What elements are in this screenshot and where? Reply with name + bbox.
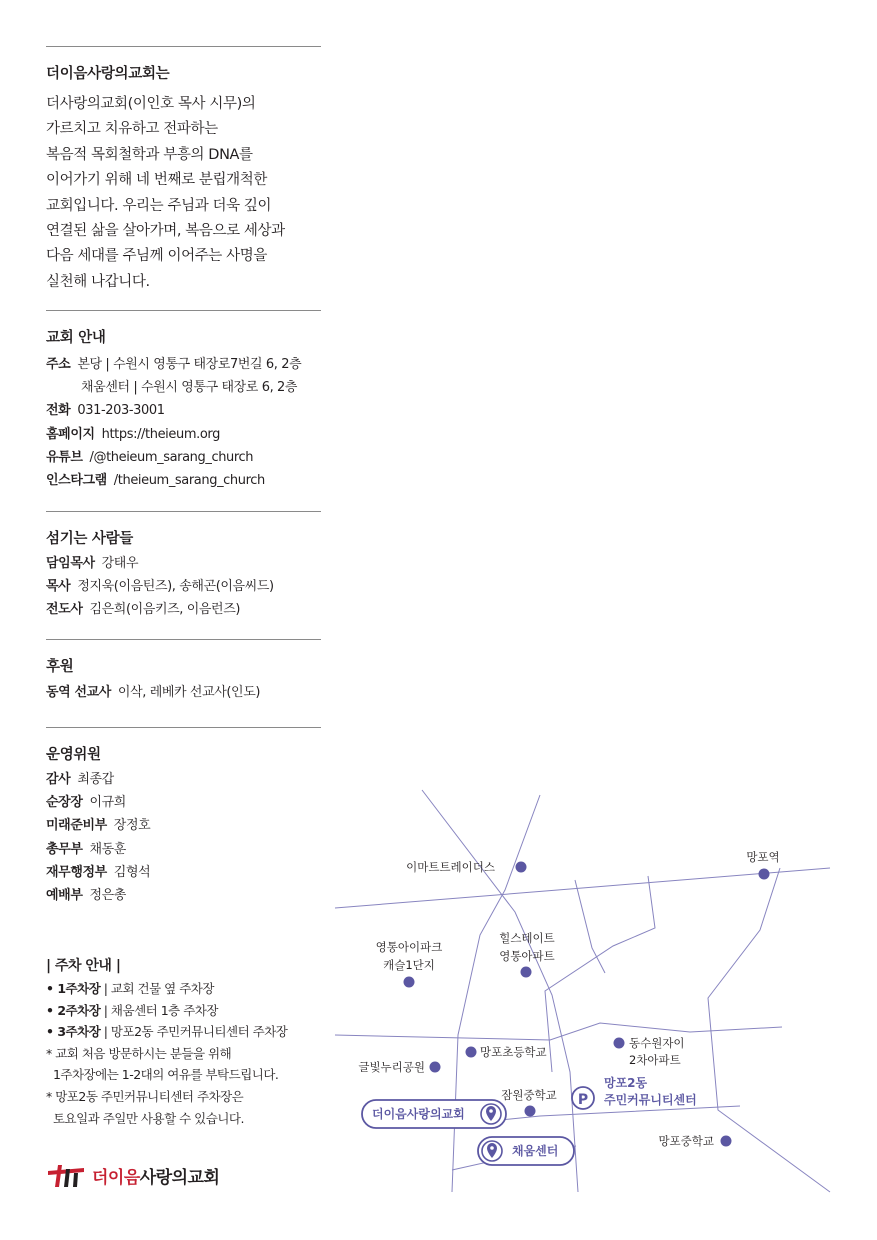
staff-row — [46, 552, 274, 575]
committee-row — [46, 884, 150, 907]
landmark-dongsuwon — [614, 1036, 685, 1067]
staff-names: 강태우 — [101, 556, 139, 571]
staff-row — [46, 575, 274, 598]
landmark-label: 이마트트레이더스 — [406, 860, 495, 874]
staff-role: 전도사 — [46, 602, 83, 618]
landmark-label: 영통아이파크 — [375, 940, 443, 954]
about-title: 더이음사랑의교회는 — [46, 66, 170, 82]
parking-note: * 교회 처음 방문하시는 분들을 위해 — [46, 1045, 232, 1061]
committee-row — [46, 791, 150, 814]
parking-title: | 주차 안내 | — [46, 958, 121, 974]
support-role: 동역 선교사 — [46, 685, 111, 700]
parking-symbol: P — [577, 1092, 589, 1108]
address-row-2 — [46, 376, 301, 399]
location-pin-icon — [482, 1141, 502, 1161]
staff-title: 섬기는 사람들 — [46, 531, 133, 547]
committee-role: 감사 — [46, 772, 71, 787]
committee-title: 운영위원 — [46, 747, 101, 763]
landmark-dot — [516, 862, 527, 873]
about-line: 이어가기 위해 네 번째로 분립개척한 — [46, 172, 267, 189]
landmark-dot — [759, 869, 770, 880]
address-key: 주소 — [46, 357, 71, 372]
committee-name: 채동훈 — [89, 841, 126, 857]
parking-desc: | 교회 건물 옆 주차장 — [103, 981, 214, 996]
about-line: 교회입니다. 우리는 주님과 더욱 깊이 — [46, 197, 272, 214]
landmark-label: 2차아파트 — [629, 1053, 681, 1067]
landmark-dot — [614, 1038, 625, 1049]
staff-role: 담임목사 — [46, 556, 95, 571]
divider — [46, 639, 321, 640]
landmark-label: 망포중학교 — [658, 1134, 714, 1148]
support-names: 이삭, 레베카 선교사(인도) — [117, 685, 261, 700]
landmark-label: 주민커뮤니티센터 — [604, 1093, 697, 1107]
landmark-label: 망포초등학교 — [480, 1045, 547, 1059]
location-pin-icon — [481, 1104, 501, 1124]
support-list — [46, 681, 260, 704]
web-link[interactable]: https://theieum.org — [101, 426, 220, 442]
staff-list — [46, 552, 274, 622]
phone-number[interactable]: 031-203-3001 — [77, 403, 165, 419]
landmark-mangpo-middle — [658, 1134, 731, 1148]
landmark-dot — [404, 977, 415, 988]
youtube-key: 유튜브 — [46, 449, 83, 465]
parking-desc: | 망포2동 주민커뮤니티센터 주차장 — [103, 1024, 288, 1040]
logo-text-main: 사랑의교회 — [139, 1167, 220, 1188]
support-row — [46, 681, 260, 704]
landmark-label: 동수원자이 — [629, 1036, 685, 1050]
committee-row — [46, 768, 150, 791]
committee-row — [46, 838, 150, 861]
committee-row — [46, 861, 150, 884]
committee-row — [46, 814, 150, 837]
landmark-community-center — [572, 1075, 697, 1109]
web-row — [46, 423, 301, 446]
logo-text — [92, 1163, 219, 1188]
divider — [46, 310, 321, 311]
divider — [46, 511, 321, 512]
landmark-dot — [525, 1106, 536, 1117]
parking-desc: | 채움센터 1층 주차장 — [103, 1002, 218, 1018]
committee-list — [46, 768, 150, 907]
church-label: 더이음사랑의교회 — [372, 1107, 465, 1121]
landmark-label: 망포역 — [746, 850, 780, 864]
cross-logo-icon — [46, 1161, 86, 1189]
about-line: 더사랑의교회(이인호 목사 시무)의 — [46, 96, 256, 112]
committee-role: 총무부 — [46, 841, 83, 857]
about-paragraph — [46, 92, 285, 295]
staff-names: 김은희(이음키즈, 이음런즈) — [89, 602, 241, 618]
insta-link[interactable]: /theieum_sarang_church — [113, 472, 265, 488]
parking-note: 1주차장에는 1-2대의 여유를 부탁드립니다. — [46, 1067, 279, 1083]
about-line: 실천해 나갑니다. — [46, 273, 150, 290]
web-key: 홈페이지 — [46, 426, 95, 442]
church-marker[interactable] — [362, 1100, 506, 1128]
landmark-dot — [521, 967, 532, 978]
committee-role: 순장장 — [46, 795, 83, 811]
parking-section — [46, 954, 287, 1129]
insta-key: 인스타그램 — [46, 472, 107, 488]
landmark-label: 힐스테이트 — [499, 931, 555, 945]
landmark-emart — [406, 860, 526, 874]
landmark-label: 망포2동 — [604, 1076, 648, 1090]
chaeum-marker[interactable] — [478, 1137, 574, 1165]
info-title: 교회 안내 — [46, 330, 106, 346]
parking-note: * 망포2동 주민커뮤니티센터 주차장은 — [46, 1088, 244, 1104]
about-line: 가르치고 치유하고 전파하는 — [46, 121, 218, 138]
landmark-jamwon — [501, 1088, 557, 1117]
committee-role: 예배부 — [46, 887, 83, 903]
staff-names: 정지욱(이음틴즈), 송해곤(이음씨드) — [77, 579, 274, 595]
landmark-hillstate — [499, 931, 555, 978]
landmark-elementary — [466, 1045, 547, 1059]
parking-lot: • 3주차장 — [46, 1024, 101, 1040]
parking-item — [46, 1021, 287, 1043]
about-line: 연결된 삶을 살아가며, 복음으로 세상과 — [46, 223, 285, 240]
divider — [46, 727, 321, 728]
committee-name: 김형석 — [113, 864, 151, 880]
phone-key: 전화 — [46, 403, 71, 419]
youtube-link[interactable]: /@theieum_sarang_church — [89, 449, 254, 465]
support-title: 후원 — [46, 659, 74, 675]
church-logo — [46, 1160, 219, 1190]
about-line: 다음 세대를 주님께 이어주는 사명을 — [46, 248, 267, 265]
logo-text-accent: 더이음 — [92, 1167, 140, 1188]
landmark-label: 잠원중학교 — [501, 1088, 557, 1102]
landmark-mangpo-station — [746, 850, 779, 880]
parking-lot: • 2주차장 — [46, 1002, 101, 1018]
landmark-dot — [466, 1047, 477, 1058]
landmark-label: 글빛누리공원 — [358, 1060, 425, 1074]
committee-name: 최종갑 — [77, 772, 114, 787]
chaeum-label: 채움센터 — [512, 1144, 559, 1158]
address-main: 본당 | 수원시 영통구 태장로7번길 6, 2층 — [77, 357, 302, 372]
landmark-label: 캐슬1단지 — [383, 958, 435, 972]
address-row — [46, 353, 301, 376]
parking-lot: • 1주차장 — [46, 981, 101, 996]
landmark-dot — [721, 1136, 732, 1147]
parking-note: 토요일과 주일만 사용할 수 있습니다. — [46, 1110, 244, 1126]
staff-role: 목사 — [46, 579, 71, 595]
location-map[interactable] — [330, 780, 850, 1210]
committee-name: 이규희 — [89, 795, 126, 811]
landmark-dot — [430, 1062, 441, 1073]
committee-role: 재무행정부 — [46, 864, 107, 880]
committee-name: 장정호 — [113, 818, 151, 834]
parking-item — [46, 978, 287, 1000]
phone-row — [46, 399, 301, 422]
landmark-park — [358, 1060, 440, 1074]
about-line: 복음적 목회철학과 부흥의 DNA를 — [46, 146, 253, 163]
address-chaeum: 채움센터 | 수원시 영통구 태장로 6, 2층 — [81, 380, 298, 396]
staff-row — [46, 598, 274, 621]
landmark-label: 영통아파트 — [499, 949, 555, 963]
divider — [46, 46, 321, 47]
landmark-ipark — [376, 940, 443, 988]
info-list — [46, 353, 301, 492]
committee-name: 정은총 — [89, 887, 126, 903]
insta-row — [46, 469, 301, 492]
youtube-row — [46, 446, 301, 469]
parking-item — [46, 1000, 287, 1022]
committee-role: 미래준비부 — [46, 818, 107, 834]
